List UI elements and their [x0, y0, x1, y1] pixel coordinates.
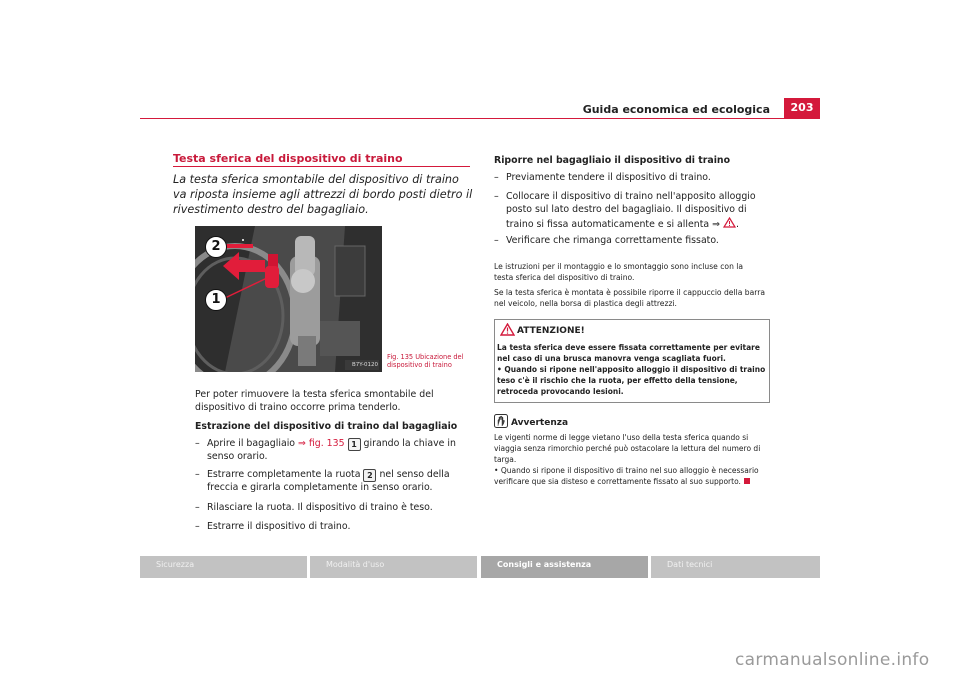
- step-text: Estrarre il dispositivo di traino.: [207, 521, 351, 532]
- step-text: Estrarre completamente la ruota: [207, 469, 364, 480]
- left-step-3: [195, 502, 475, 515]
- step-text-cont: nel senso della freccia e girarla completamente in senso orario.: [207, 469, 450, 493]
- section-lead: La testa sferica smontabile del dispositivo di traino va riposta insieme agli attrezzi di bordo posti dietro il rivestimento destro del bagagliaio.: [173, 173, 473, 216]
- step-text-cont: girando la chiave in senso orario.: [207, 438, 456, 462]
- running-header: Guida economica ed ecologica: [582, 103, 770, 116]
- page-number: 203: [784, 98, 820, 118]
- footer-tab-label: Consigli e assistenza: [497, 560, 592, 569]
- end-marker-icon: [744, 478, 750, 484]
- left-step-4: [195, 521, 475, 534]
- step-dash: –: [195, 521, 200, 532]
- note-hand-icon: [494, 414, 508, 428]
- callout-2: 2: [205, 236, 227, 258]
- step-dash: –: [494, 235, 499, 246]
- callout-badge-1: 1: [348, 438, 361, 451]
- step-text: Aprire il bagagliaio: [207, 438, 299, 449]
- footer-tab-usage[interactable]: [310, 556, 477, 578]
- footer-tab-label: Dati tecnici: [667, 560, 713, 569]
- warning-paragraph-2: Quando si ripone nell'apposito alloggio il dispositivo di traino teso c'è il rischio che la ruota, per effetto della tensione, retroceda provocando lesioni.: [497, 365, 766, 396]
- info-paragraph-2: Se la testa sferica è montata è possibile riporre il cappuccio della barra nel veicolo, nella borsa di plastica degli attrezzi.: [494, 288, 766, 308]
- figure-caption: Fig. 135 Ubicazione del dispositivo di traino: [387, 353, 464, 369]
- step-dash: –: [195, 502, 200, 513]
- warning-text: [497, 342, 767, 397]
- note-paragraph-2: Quando si ripone il dispositivo di traino nel suo alloggio è necessario verificare que sia disteso e correttamente fissato al suo supporto.: [494, 466, 759, 486]
- step-dash: –: [195, 438, 200, 449]
- step-text: Verificare che rimanga correttamente fissato.: [506, 235, 719, 246]
- callout-badge-2: 2: [363, 469, 376, 482]
- step-text: Rilasciare la ruota. Il dispositivo di traino è teso.: [207, 502, 433, 513]
- note-paragraph-1: Le vigenti norme di legge vietano l'uso della testa sferica quando si viaggia senza rimorchio perché può ostacolare la lettura del numero di targa.: [494, 433, 761, 464]
- step-text: Collocare il dispositivo di traino nell'apposito alloggio posto sul lato destro del bagagliaio. Il dispositivo di traino si fissa automaticamente e si allenta ⇒: [506, 191, 756, 230]
- note-title: Avvertenza: [511, 418, 569, 428]
- footer-tab-technical[interactable]: [651, 556, 820, 578]
- warning-title: ATTENZIONE!: [517, 326, 585, 336]
- watermark: carmanualsonline.info: [735, 650, 930, 670]
- info-paragraph-1: Le istruzioni per il montaggio e lo smontaggio sono incluse con la testa sferica del dispositivo di traino.: [494, 262, 744, 282]
- bullet: •: [497, 365, 502, 374]
- step-dash: –: [494, 191, 499, 202]
- footer-tab-label: Modalità d'uso: [326, 560, 385, 569]
- left-step-2: [195, 469, 475, 495]
- figure-code: B7Y-0120: [352, 362, 378, 368]
- section-title: Testa sferica del dispositivo di traino: [173, 152, 403, 165]
- left-subheading: Estrazione del dispositivo di traino dal bagagliaio: [195, 421, 458, 432]
- towbar-photo: [195, 226, 382, 372]
- note-text: [494, 432, 774, 487]
- left-step-1: [195, 438, 475, 464]
- callout-1: 1: [205, 289, 227, 311]
- right-step-1: [494, 172, 774, 185]
- header-rule: [140, 118, 820, 119]
- bullet: •: [494, 466, 499, 475]
- right-subheading: Riporre nel bagagliaio il dispositivo di traino: [494, 155, 731, 166]
- footer-tab-advice[interactable]: [481, 556, 648, 578]
- footer-tab-label: Sicurezza: [156, 560, 195, 569]
- warning-triangle-icon: [500, 323, 515, 336]
- step-dash: –: [195, 469, 200, 480]
- right-step-3: [494, 235, 774, 248]
- step-dash: –: [494, 172, 499, 183]
- footer-tab-safety[interactable]: [140, 556, 307, 578]
- warning-paragraph-1: La testa sferica deve essere fissata correttamente per evitare nel caso di una brusca manovra venga scagliata fuori.: [497, 343, 760, 363]
- figure-reference-link[interactable]: ⇒ fig. 135: [298, 438, 345, 449]
- intro-paragraph: Per poter rimuovere la testa sferica smontabile del dispositivo di traino occorre prima tenderlo.: [195, 389, 434, 413]
- warning-triangle-icon[interactable]: [723, 217, 736, 228]
- section-rule: [173, 166, 470, 167]
- right-step-2: – Collocare il dispositivo di traino nell'apposito alloggio posto sul lato destro del bagagliaio. Il dispositivo di traino si fissa automaticamente e si allenta ⇒ .: [494, 191, 756, 230]
- step-text: Previamente tendere il dispositivo di traino.: [506, 172, 711, 183]
